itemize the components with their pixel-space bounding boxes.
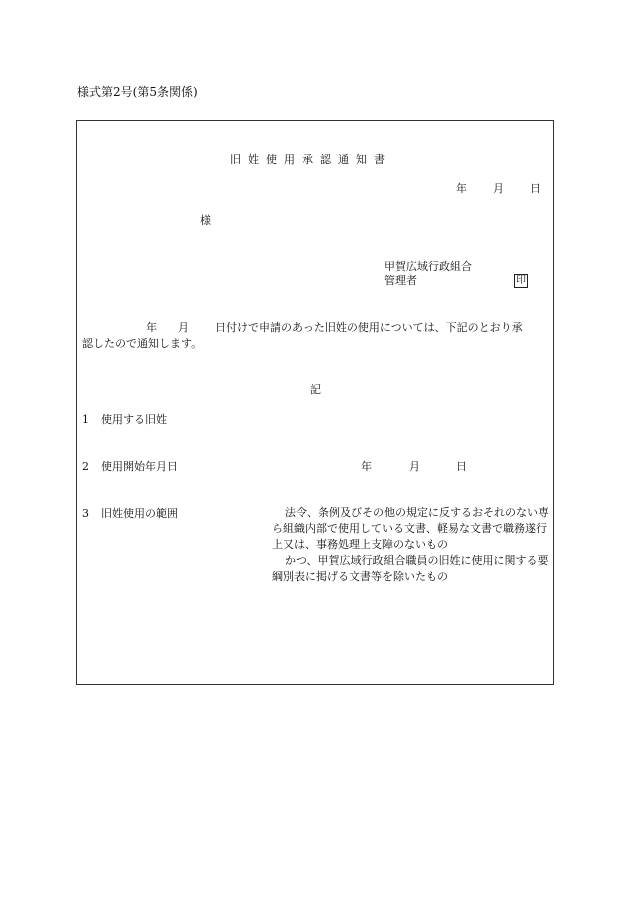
form-frame (76, 120, 554, 685)
issuer-organization: 甲賀広域行政組合 (384, 260, 472, 273)
intro-month-label: 月 (178, 321, 189, 334)
addressee-suffix: 様 (200, 214, 211, 227)
usage-scope-text (272, 505, 552, 585)
document-title: 旧姓使用承認通知書 (230, 153, 392, 166)
item-number: 1 (82, 413, 89, 426)
form-number-label: 様式第2号(第5条関係) (77, 85, 198, 99)
issuer-role (384, 275, 417, 286)
item-number: 3 (82, 507, 89, 520)
item-number: 2 (82, 460, 89, 473)
ki-heading: 記 (310, 383, 321, 396)
scope-paragraph: 法令、条例及びその他の規定に反するおそれのない専ら組織内部で使用している文書、軽易な文書で職務遂行上又は、事務処理上支障のないもの (272, 506, 549, 551)
start-year-label: 年 (361, 460, 372, 473)
intro-line-2: 認したので通知します。 (82, 337, 203, 350)
item-label: 使用開始年月日 (101, 460, 178, 473)
scope-paragraph: かつ、甲賀広域行政組合職員の旧姓に使用に関する要綱別表に掲げる文書等を除いたもの (272, 554, 549, 583)
item-label: 旧姓使用の範囲 (101, 507, 178, 520)
start-month-label: 月 (409, 460, 420, 473)
seal-mark (512, 274, 528, 288)
seal-label: 印 (516, 275, 526, 286)
item-label: 使用する旧姓 (101, 413, 167, 426)
start-day-label: 日 (456, 460, 467, 473)
date-month-label: 月 (493, 182, 504, 195)
issuer-role-label: 管理者 (384, 274, 417, 287)
intro-year-label: 年 (146, 321, 157, 334)
intro-line-1: 日付けで申請のあった旧姓の使用については、下記のとおり承 (215, 321, 523, 334)
date-day-label: 日 (530, 182, 541, 195)
date-year-label: 年 (456, 182, 467, 195)
